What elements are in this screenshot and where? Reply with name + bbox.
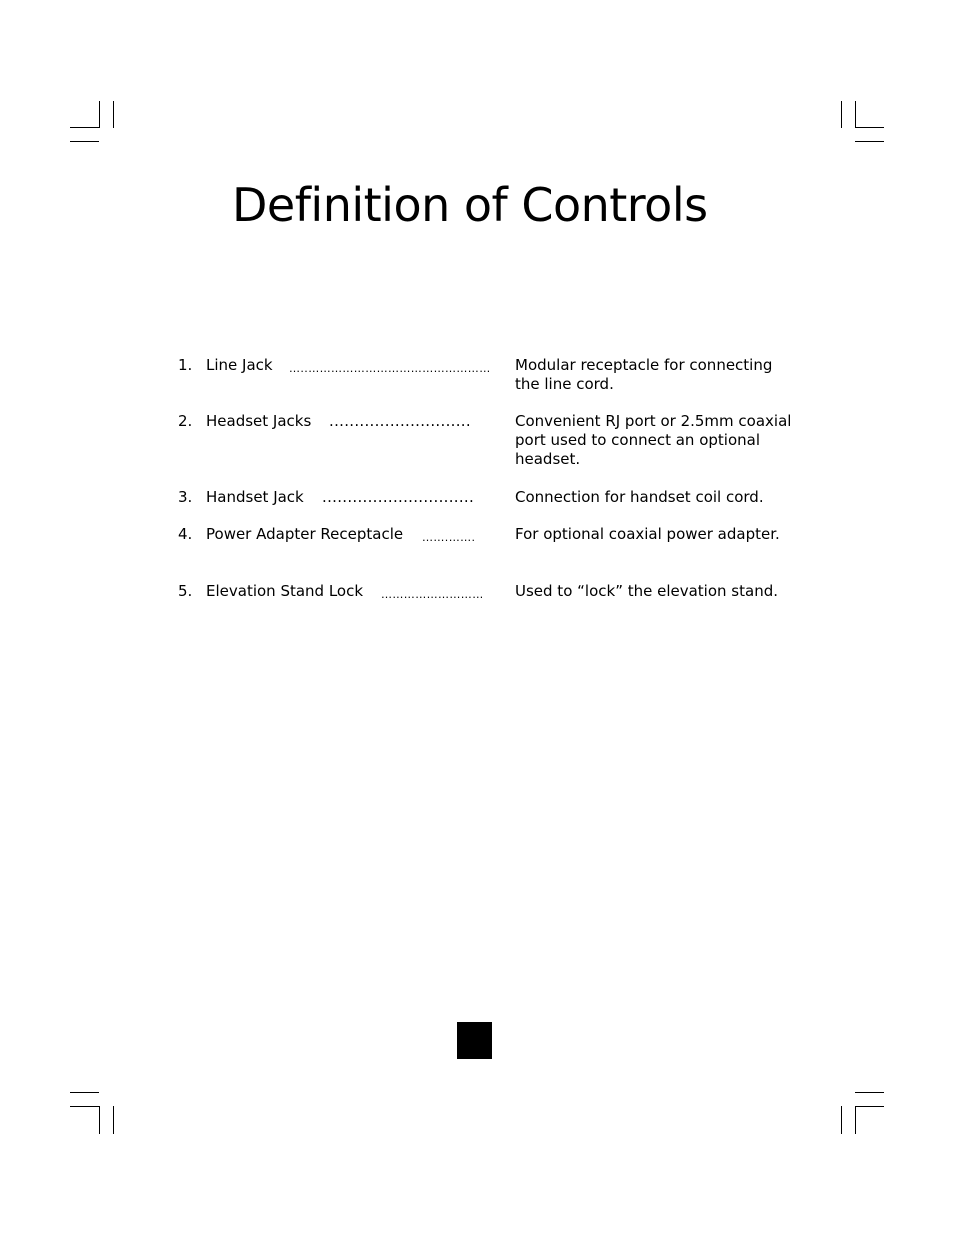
crop-mark xyxy=(99,101,100,128)
crop-mark xyxy=(113,1106,114,1134)
item-name: Line Jack xyxy=(206,356,273,374)
crop-mark xyxy=(855,1106,856,1134)
crop-mark xyxy=(99,1106,100,1134)
crop-mark xyxy=(70,127,99,128)
crop-mark xyxy=(855,141,884,142)
item-number: 3. xyxy=(178,488,193,506)
crop-mark xyxy=(113,101,114,128)
crop-mark xyxy=(70,1092,99,1093)
item-description: For optional coaxial power adapter. xyxy=(515,525,780,543)
crop-mark xyxy=(70,1106,99,1107)
crop-mark xyxy=(70,141,99,142)
dot-leader: .............................. xyxy=(322,488,475,506)
crop-mark xyxy=(841,101,842,128)
item-number: 4. xyxy=(178,525,193,543)
item-description: Used to “lock” the elevation stand. xyxy=(515,582,778,600)
item-name: Headset Jacks xyxy=(206,412,312,430)
crop-mark xyxy=(855,1106,884,1107)
dot-leader: ……………………… xyxy=(381,588,484,601)
dot-leader: …….……. xyxy=(422,531,476,544)
dot-leader: ............................ xyxy=(329,412,471,430)
item-number: 5. xyxy=(178,582,193,600)
item-number: 1. xyxy=(178,356,193,374)
item-name: Handset Jack xyxy=(206,488,304,506)
page-title: Definition of Controls xyxy=(232,178,708,232)
crop-mark xyxy=(841,1106,842,1134)
page-number-block xyxy=(457,1022,492,1059)
item-description: Convenient RJ port or 2.5mm coaxial port used to connect an optional headset. xyxy=(515,412,792,468)
item-name: Power Adapter Receptacle xyxy=(206,525,404,543)
item-description: Connection for handset coil cord. xyxy=(515,488,764,506)
crop-mark xyxy=(855,101,856,128)
item-number: 2. xyxy=(178,412,193,430)
item-description: Modular receptacle for connecting the line cord. xyxy=(515,356,773,393)
item-name: Elevation Stand Lock xyxy=(206,582,364,600)
dot-leader: …..………………………………………… xyxy=(289,362,491,375)
crop-mark xyxy=(855,127,884,128)
crop-mark xyxy=(855,1092,884,1093)
